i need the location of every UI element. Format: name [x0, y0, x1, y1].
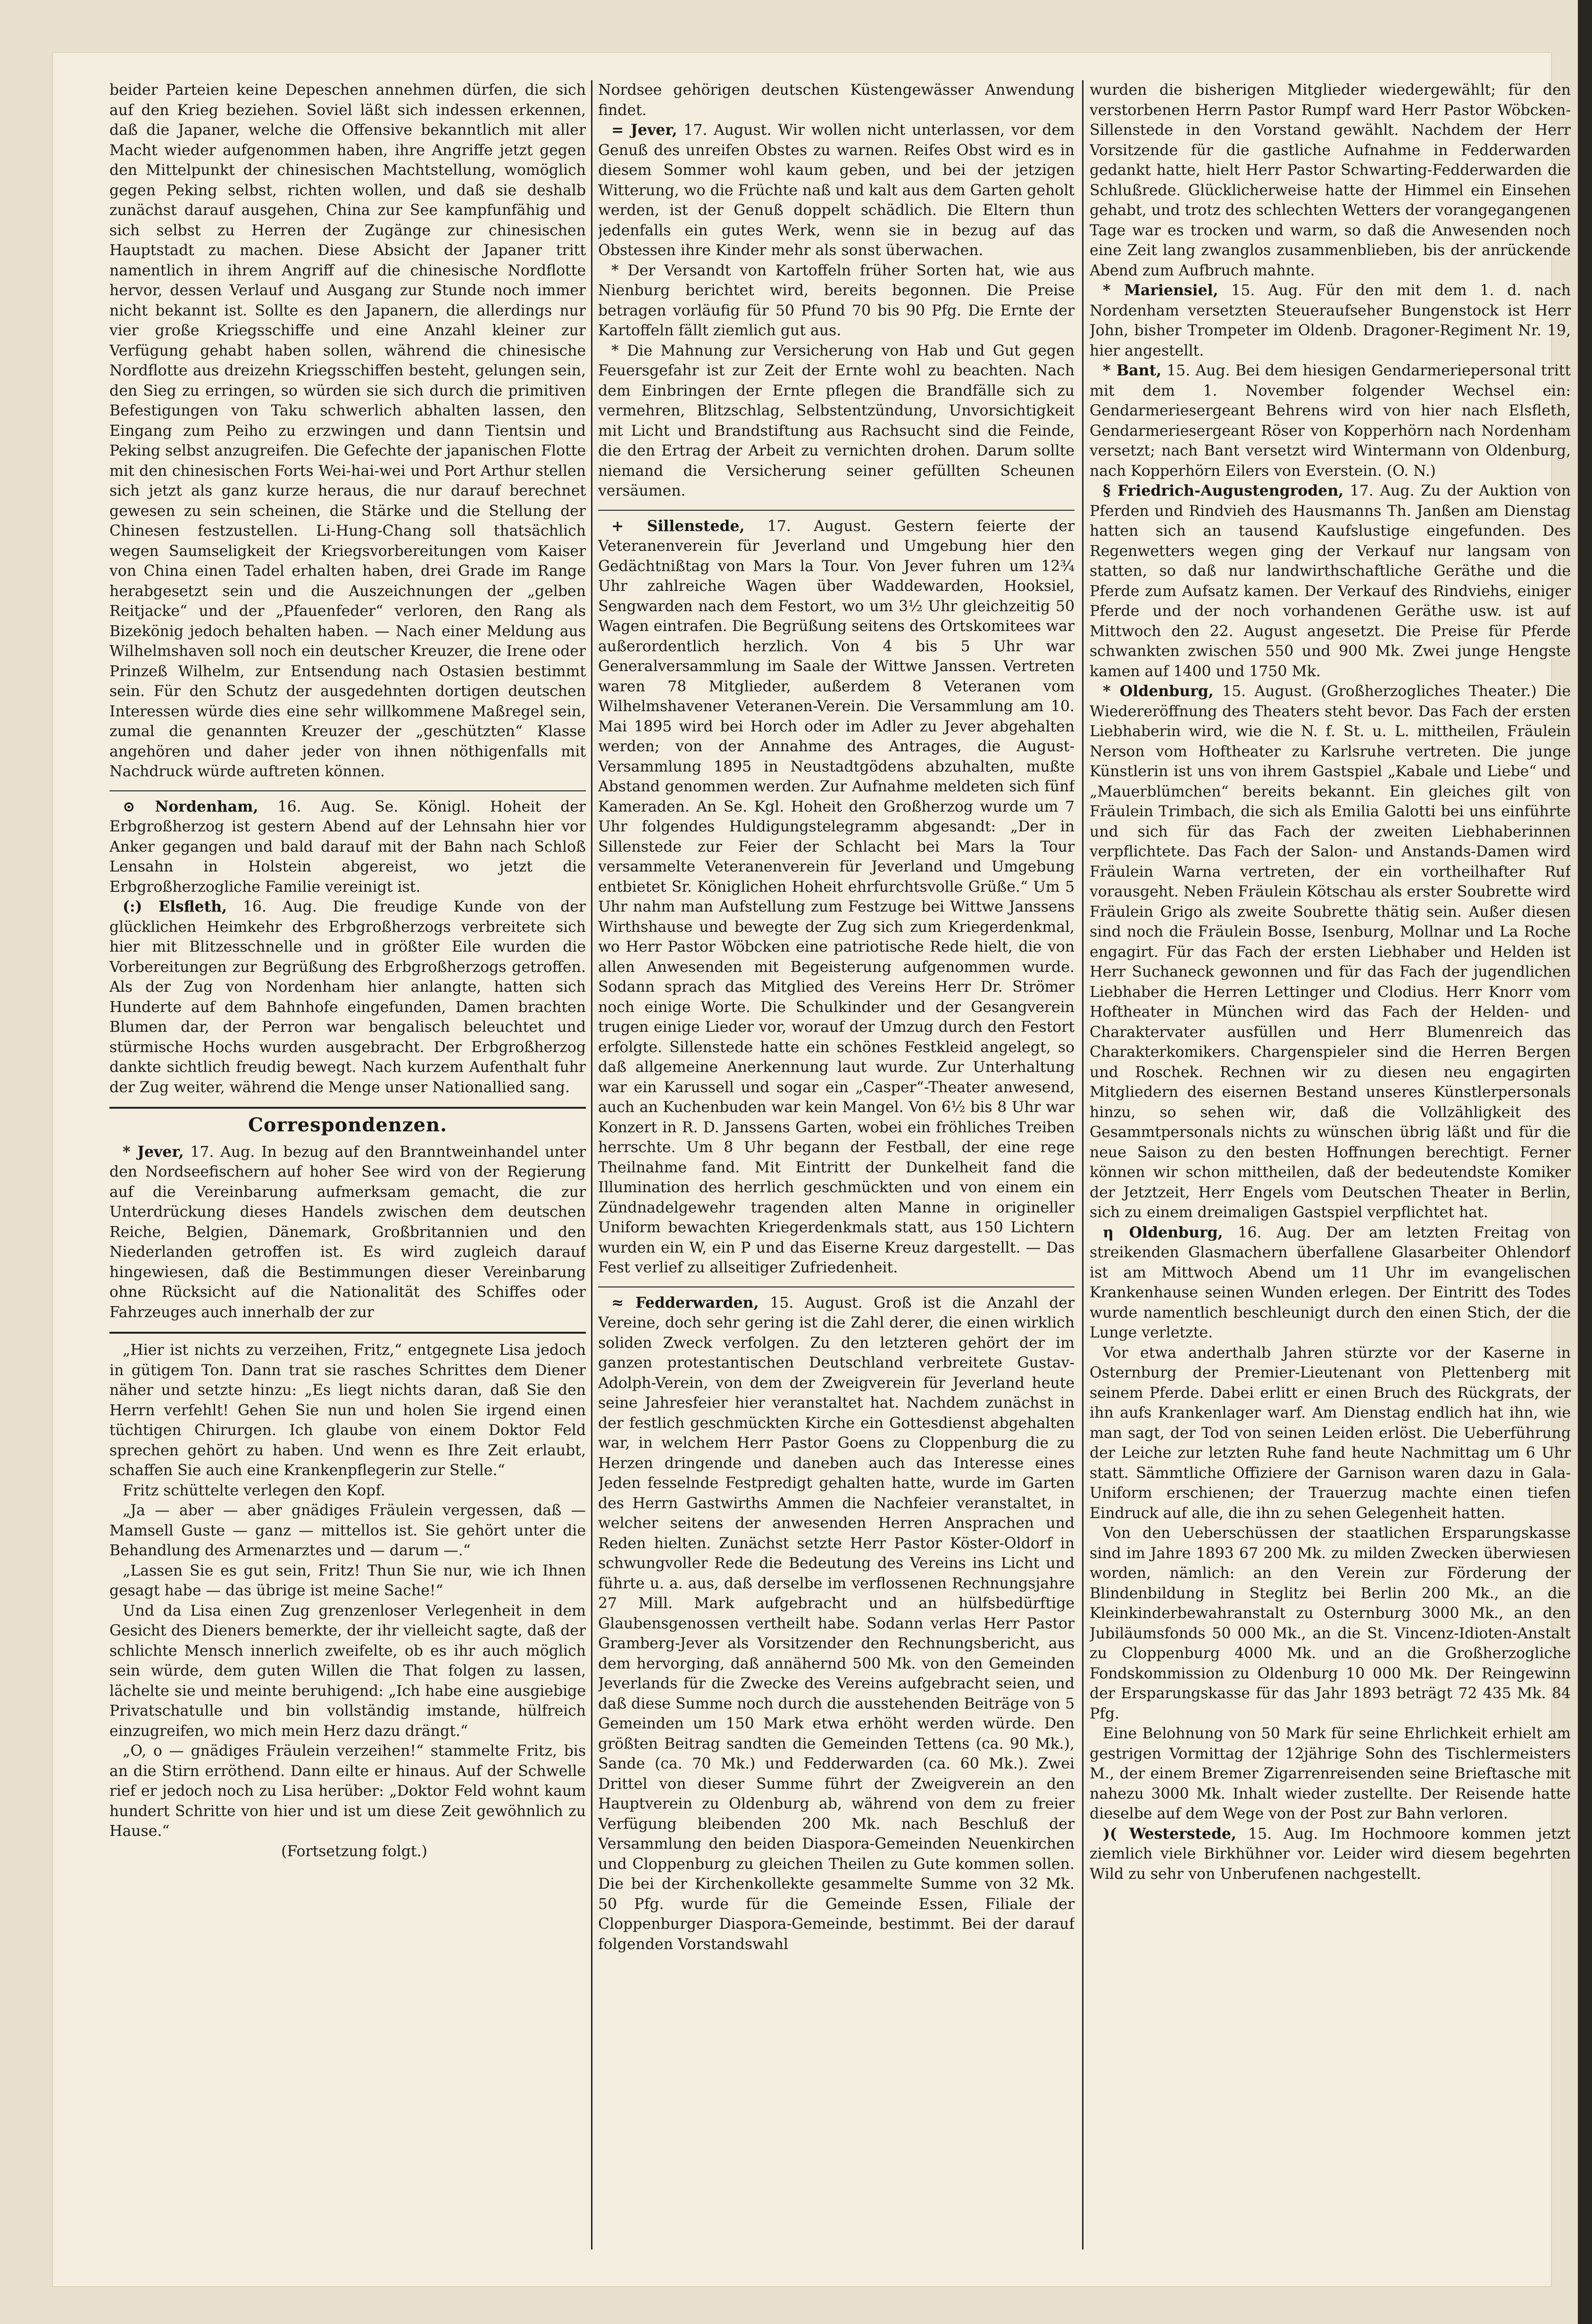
column-1	[109, 80, 586, 2259]
news-mariensiel: * Mariensiel, 15. Aug. Für den mit dem 1. d. nach Nordenham versetzten Steueraufseher Bungenstock ist Herr John, bisher Trompeter im Oldenb. Dragoner-Regiment Nr. 19, hier angestellt.	[1090, 282, 1571, 359]
feuilleton-paragraph: „Ja — aber — aber gnädiges Fräulein vergessen, daß — Mamsell Guste — ganz — mittellos ist. Sie gehört unter die Behandlung des Armenarztes und — darum —.“	[109, 1502, 586, 1559]
news-fedderwarden-continued: wurden die bisherigen Mitglieder wiedergewählt; für den verstorbenen Herrn Pastor Rumpf ward Herr Pastor Wöbcken-Sillenstede in den Vorstand gewählt. Nachdem der Herr Vorsitzende für die gastliche Aufnahme in Fedderwarden gedankt hatte, hielt Herr Pastor Schwarting-Fedderwarden die Schlußrede. Glücklicherweise hatte der Himmel ein Einsehen gehabt, und trotz des schlechten Wetters der vorangegangenen Tage war es trocken und warm, so daß die Anwesenden noch eine Zeit lang zwanglos zusammenblieben, bis der anrückende Abend zum Aufbruch mahnte.	[1090, 82, 1571, 279]
news-kartoffeln: * Der Versandt von Kartoffeln früher Sorten hat, wie aus Nienburg berichtet wird, bereits begonnen. Die Preise betragen vorläufig für 50 Pfund 70 bis 90 Pfg. Die Ernte der Kartoffeln fällt ziemlich gut aus.	[598, 262, 1075, 339]
news-bant: * Bant, 15. Aug. Bei dem hiesigen Gendarmeriepersonal tritt mit dem 1. November folgender Wechsel ein: Gendarmeriesergeant Behrens wird von hier nach Elsfleth, Gendarmeriesergeant Röser von Kopperhörn nach Nordenham versetzt; nach Bant versetzt wird Wintermann von Oldenburg, nach Kopperhörn Eilers von Everstein. (O. N.)	[1090, 362, 1571, 480]
news-versicherung: * Die Mahnung zur Versicherung von Hab und Gut gegen Feuersgefahr ist zur Zeit der Ernte wohl zu beachten. Nach dem Einbringen der Ernte pflegen die Brandfälle sich zu vermehren, Blitzschlag, Selbstentzündung, Unvorsichtigkeit mit Licht und Brandstiftung aus Rachsucht sind die Feinde, die den Ertrag der Arbeit zu vernichten drohen. Darum sollte niemand die Versicherung seiner gefüllten Scheunen versäumen.	[598, 342, 1075, 499]
dateline: * Bant,	[1103, 362, 1162, 379]
news-jever-continued: Nordsee gehörigen deutschen Küstengewässer Anwendung findet.	[598, 82, 1075, 119]
dateline: = Jever,	[611, 121, 677, 139]
column-rule	[1082, 80, 1084, 2249]
dateline: * Oldenburg,	[1103, 682, 1214, 700]
dateline: ⊙ Nordenham,	[123, 797, 258, 815]
news-oldenburg-belohnung: Eine Belohnung von 50 Mark für seine Ehrlichkeit erhielt am gestrigen Vormittag der 12jährige Sohn des Tischlermeisters M., der einem Bremer Zigarrenreisenden seine Brieftasche mit nahezu 3000 Mk. Inhalt wieder zustellte. Der Reisende hatte dieselbe auf dem Wege von der Post zur Bahn verloren.	[1090, 1725, 1571, 1822]
section-title: Correspondenzen.	[248, 1114, 448, 1136]
dateline: * Jever,	[123, 1143, 184, 1161]
column-2	[598, 80, 1075, 2259]
dateline: § Friedrich-Augustengroden,	[1103, 482, 1344, 499]
dateline: )( Westerstede,	[1103, 1825, 1236, 1843]
divider	[109, 790, 586, 791]
feuilleton-paragraph: Und da Lisa einen Zug grenzenloser Verlegenheit in dem Gesicht des Dieners bemerkte, der ihr vielleicht sagte, daß der schlichte Mensch innerlich zweifelte, ob es ihr auch möglich sein würde, dem guten Willen die That folgen zu lassen, lächelte sie und meinte beruhigend: „Ich habe eine ausgiebige Privatschatulle und bin vollständig imstande, hülfreich einzugreifen, wo mich mein Herz dazu drängt.“	[109, 1602, 586, 1740]
column-rule	[591, 80, 592, 2249]
feuilleton-divider	[109, 1332, 586, 1334]
news-fedderwarden: ≈ Fedderwarden, 15. August. Groß ist die Anzahl der Vereine, doch sehr gering ist die Zahl derer, die einen wirklich soliden Zweck verfolgen. Zu den letzteren gehört der im ganzen protestantischen Deutschland verbreitete Gustav-Adolph-Verein, von dem der Zweigverein für Jeverland heute seine Jahresfeier hier veranstaltet hat. Nachdem zunächst in der festlich geschmückten Kirche ein Gottesdienst abgehalten war, in welchem Herr Pastor Goens zu Cloppenburg die zu Herzen dringende und daneben auch das Interesse eines Jeden fesselnde Festpredigt gehalten hatte, wurde im Garten des Herrn Gastwirths Ammen die Nachfeier veranstaltet, in welcher seitens der anwesenden Herren Ansprachen und Reden hielten. Zunächst setzte Herr Pastor Köster-Oldorf in schwungvoller Rede die Bedeutung des Vereins ins Licht und führte u. a. aus, daß derselbe im verflossenen Rechnungsjahre 27 Mill. Mark aufgebracht und an hülfsbedürftige Glaubensgenossen vertheilt habe. Sodann verlas Herr Pastor Gramberg-Jever als Vorsitzender den Rechnungsbericht, aus dem hervorging, daß annähernd 500 Mk. von den Gemeinden Jeverlands für die Zwecke des Vereins aufgebracht seien, und daß diese Summe noch durch die ausstehenden Beiträge von 5 Gemeinden um 150 Mark etwa erhöht werden würde. Den größten Beitrag sandten die Gemeinden Tettens (ca. 90 Mk.), Sande (ca. 70 Mk.) und Fedderwarden (ca. 60 Mk.). Zwei Drittel von dieser Summe führt der Zweigverein an den Hauptverein zu Oldenburg ab, während von dem zu freier Verfügung bleibenden 200 Mk. nach Beschluß der Versammlung den beiden Diaspora-Gemeinden Neuenkirchen und Cloppenburg zu gleichen Theilen zu Gute kommen sollen. Die bei der Kirchenkollekte gesammelte Summe von 32 Mk. 50 Pfg. wurde für die Gemeinde Essen, Filiale der Cloppenburger Diaspora-Gemeinde, bestimmt. Bei der darauf folgenden Vorstandswahl	[598, 1294, 1075, 1953]
news-elsfleth: (:) Elsfleth, 16. Aug. Die freudige Kunde von der glücklichen Heimkehr des Erbgroßherzogs verbreitete sich hier mit Blitzesschnelle und in größter Eile wurden die Vorbereitungen zur Begrüßung des Erbgroßherzogs getroffen. Als der Zug von Nordenham hier anlangte, hatten sich Hunderte auf dem Bahnhofe eingefunden, Damen brachten Blumen dar, der Perron war bengalisch beleuchtet und stürmische Hochs wurden ausgebracht. Der Erbgroßherzog dankte sichtlich freudig bewegt. Nach kurzem Aufenthalt fuhr der Zug weiter, während die Menge unser Nationallied sang.	[109, 898, 586, 1096]
divider	[598, 510, 1075, 511]
dateline: ≈ Fedderwarden,	[611, 1294, 759, 1311]
news-jever: * Jever, 17. Aug. In bezug auf den Branntweinhandel unter den Nordseefischern auf hoher See wird von der Regierung auf die Vereinbarung aufmerksam gemacht, die zur Unterdrückung dieses Handels zwischen dem deutschen Reiche, Belgien, Dänemark, Großbritannien und den Niederlanden getroffen ist. Es wird zugleich darauf hingewiesen, daß die Bestimmungen dieser Vereinbarung ohne Rücksicht auf die Nationalität des Schiffes oder Fahrzeuges auch innerhalb der zur	[109, 1143, 586, 1321]
dateline: (:) Elsfleth,	[123, 898, 227, 915]
news-nordenham: ⊙ Nordenham, 16. Aug. Se. Königl. Hoheit der Erbgroßherzog ist gestern Abend auf der Lehnsahn hier vor Anker gegangen und bald darauf mit der Bahn nach Schloß Lensahn in Holstein abgereist, wo jetzt die Erbgroßherzogliche Familie vereinigt ist.	[109, 797, 586, 896]
continued-note: (Fortsetzung folgt.)	[281, 1843, 427, 1860]
news-oldenburg-glasarbeiter: η Oldenburg, 16. Aug. Der am letzten Freitag von streikenden Glasmachern überfallene Glasarbeiter Ohlendorf ist am Mittwoch Abend um 11 Uhr im evangelischen Krankenhause seinen Wunden erlegen. Der Eintritt des Todes wurde namentlich beschleunigt durch den einen Stich, der die Lunge verletzte.	[1090, 1223, 1571, 1341]
article-war-report: beider Parteien keine Depeschen annehmen dürfen, die sich auf den Krieg beziehen. Soviel läßt sich indessen erkennen, daß die Japaner, welche die Offensive bekanntlich mit aller Macht wieder aufgenommen haben, ihre Angriffe jetzt gegen den Mittelpunkt der chinesischen Machtstellung, womöglich gegen Peking selbst, richten wollen, und daß sie deshalb zunächst darauf ausgehen, China zur See kampfunfähig und sich selbst zu Herren der Zugänge zur chinesischen Hauptstadt zu machen. Diese Absicht der Japaner tritt namentlich in ihrem Angriff auf die chinesische Nordflotte hervor, dessen Verlauf und Ausgang zur Stunde noch immer nicht bekannt ist. Sollte es den Japanern, die allerdings nur vier große Kriegsschiffe und eine Anzahl kleiner zur Verfügung gehabt haben sollen, während die chinesische Nordflotte aus dreizehn Kriegsschiffen besteht, gelungen sein, den Sieg zu erringen, so würden sie sich durch die primitiven Befestigungen von Taku schwerlich abhalten lassen, den Eingang zum Peiho zu erzwingen und dann Tientsin und Peking selbst anzugreifen. Die Gefechte der japanischen Flotte mit den chinesischen Forts Wei-hai-wei und Port Arthur stellen sich jetzt als ganz kurze heraus, die nur darauf berechnet gewesen zu sein scheinen, die Stärke und die Stellung der Chinesen festzustellen. Li-Hung-Chang soll thatsächlich wegen Saumseligkeit der Kriegsvorbereitungen vom Kaiser von China einen Tadel erhalten haben, drei Grade im Range herabgesetzt sein und die Auszeichnungen der „gelben Reitjacke“ und der „Pfauenfeder“ verloren, den Rang als Bizekönig jedoch behalten haben. — Nach einer Meldung aus Wilhelmshaven soll noch ein deutscher Kreuzer, die Irene oder Prinzeß Wilhelm, zur Entsendung nach Ostasien bestimmt sein. Für den Schutz der ausgedehnten dortigen deutschen Interessen würde dies eine sehr willkommene Maßregel sein, zumal die genannten Kreuzer der „geschützten“ Klasse angehören und daher jeder von ihnen nöthigenfalls mit Nachdruck würde auftreten können.	[109, 82, 586, 780]
divider	[109, 1107, 586, 1109]
divider	[598, 1286, 1075, 1287]
news-jever-obst: = Jever, 17. August. Wir wollen nicht unterlassen, vor dem Genuß des unreifen Obstes zu warnen. Reifes Obst wird es in diesem Sommer wohl kaum geben, und bei der jetzigen Witterung, wo die Früchte naß und kalt aus dem Garten geholt werden, ist der Genuß doppelt schädlich. Die Eltern thun jedenfalls ein gutes Werk, wenn sie in bezug auf das Obstessen ihre Kinder mehr als sonst überwachen.	[598, 121, 1075, 259]
feuilleton-paragraph: Fritz schüttelte verlegen den Kopf.	[123, 1482, 385, 1499]
column-3	[1090, 80, 1571, 2259]
scan-edge	[1578, 0, 1592, 2324]
news-oldenburg-plettenberg: Vor etwa anderthalb Jahren stürzte vor der Kaserne in Osternburg der Premier-Lieutenant von Plettenberg mit seinem Pferde. Dabei erlitt er einen Bruch des Rückgrats, der ihn aufs Krankenlager warf. Am Dienstag endlich hat ihn, wie man sagt, der Tod von seinen Leiden erlöst. Die Ueberführung der Leiche zur letzten Ruhe fand heute Nachmittag um 6 Uhr statt. Sämmtliche Offiziere der Garnison waren dazu in Gala-Uniform erschienen; der Trauerzug machte einen tiefen Eindruck auf alle, die ihn zu sehen Gelegenheit hatten.	[1090, 1344, 1571, 1522]
newspaper-page	[52, 52, 1571, 2287]
feuilleton-paragraph: „Lassen Sie es gut sein, Fritz! Thun Sie nur, wie ich Ihnen gesagt habe — das übrige ist meine Sache!“	[109, 1562, 586, 1599]
dateline: * Mariensiel,	[1103, 282, 1218, 299]
dateline: + Sillenstede,	[611, 517, 745, 535]
feuilleton-paragraph: „O, o — gnädiges Fräulein verzeihen!“ stammelte Fritz, bis an die Stirn erröthend. Dann eilte er hinaus. Auf der Schwelle rief er jedoch noch zu Lisa herüber: „Doktor Feld wohnt kaum hundert Schritte von hier und ist um diese Zeit gewöhnlich zu Hause.“	[109, 1743, 586, 1840]
feuilleton-paragraph: „Hier ist nichts zu verzeihen, Fritz,“ entgegnete Lisa jedoch in gütigem Ton. Dann trat sie rasches Schrittes dem Diener näher und setzte hinzu: „Es liegt nichts daran, daß Sie den Herrn verfehlt! Gehen Sie nun und holen Sie irgend einen tüchtigen Chirurgen. Ich glaube von einem Doktor Feld sprechen gehört zu haben. Und wenn es Ihre Zeit erlaubt, schaffen Sie auch eine Krankenpflegerin zur Stelle.“	[109, 1342, 586, 1479]
news-friedrich-augustengroden: § Friedrich-Augustengroden, 17. Aug. Zu der Auktion von Pferden und Rindvieh des Hausmanns Th. Janßen am Dienstag hatten sich an tausend Kaufslustige eingefunden. Des Regenwetters wegen ging der Verkauf nur langsam von statten, so daß nur landwirthschaftliche Geräthe und die Pferde zum Aufsatz kamen. Der Verkauf des Rindviehs, einiger Pferde und der noch vorhandenen Geräthe usw. ist auf Mittwoch den 22. August angesetzt. Die Preise für Pferde schwankten zwischen 550 und 900 Mk. Zwei junge Hengste kamen auf 1400 und 1750 Mk.	[1090, 482, 1571, 680]
dateline: η Oldenburg,	[1103, 1223, 1223, 1241]
news-sillenstede: + Sillenstede, 17. August. Gestern feierte der Veteranenverein für Jeverland und Umgebung hier den Gedächtnißtag von Mars la Tour. Von Jever fuhren um 12¾ Uhr zahlreiche Wagen über Waddewarden, Hooksiel, Sengwarden nach dem Festort, wo um 3½ Uhr gleichzeitig 50 Wagen eintrafen. Die Begrüßung seitens des Ortskomitees war außerordentlich herzlich. Von 4 bis 5 Uhr war Generalversammlung im Saale der Wittwe Janssen. Vertreten waren 78 Mitglieder, außerdem 8 Veteranen vom Wilhelmshavener Veteranen-Verein. Die Versammlung am 10. Mai 1895 wird bei Horch oder im Adler zu Jever abgehalten werden; von der Annahme des Antrages, die August-Versammlung 1895 in Neustadtgödens abzuhalten, mußte Abstand genommen werden. Zur Aufnahme meldeten sich fünf Kameraden. An Se. Kgl. Hoheit den Großherzog wurde um 7 Uhr folgendes Huldigungstelegramm abgesandt: „Der in Sillenstede zur Feier der Schlacht bei Mars la Tour versammelte Veteranenverein für Jeverland und Umgebung entbietet Sr. Königlichen Hoheit ehrfurchtsvolle Grüße.“ Um 5 Uhr nahm man Aufstellung zum Festzuge bei Wittwe Janssens Wirthshause und bewegte der Zug sich zum Kriegerdenkmal, wo Herr Pastor Wöbcken eine patriotische Rede hielt, die von allen Anwesenden mit Begeisterung aufgenommen wurde. Sodann sprach das Mitglied des Vereins Herr Dr. Strömer noch einige Worte. Die Schulkinder und der Gesangverein trugen einige Lieder vor, worauf der Umzug durch den Festort erfolgte. Sillenstede hatte ein schönes Festkleid angelegt, so daß allgemeine Anerkennung laut wurde. Zur Unterhaltung war ein Karussell und sogar ein „Casper“-Theater anwesend, auch an Kuchenbuden war kein Mangel. Von 6½ bis 8 Uhr war Konzert in R. D. Janssens Garten, wobei ein fröhliches Treiben herrschte. Um 8 Uhr begann der Festball, der eine rege Theilnahme fand. Mit Eintritt der Dunkelheit fand die Illumination des herrlich geschmückten und von einem ein Zündnadelgewehr tragenden alten Manne in origineller Uniform bewachten Kriegerdenkmals statt, aus 150 Lichtern wurden ein W, ein P und das Eiserne Kreuz dargestellt. — Das Fest verlief zu allseitiger Zufriedenheit.	[598, 517, 1075, 1276]
news-westerstede: )( Westerstede, 15. Aug. Im Hochmoore kommen jetzt ziemlich viele Birkhühner vor. Leider wird diesem begehrten Wild zu sehr von Unberufenen nachgestellt.	[1090, 1825, 1571, 1883]
news-oldenburg-sparkasse: Von den Ueberschüssen der staatlichen Ersparungskasse sind im Jahre 1893 67 200 Mk. zu milden Zwecken überwiesen worden, nämlich: an den Verein zur Förderung der Blindenbildung in Steglitz bei Berlin 200 Mk., an die Kleinkinderbewahranstalt zu Osternburg 3000 Mk., an den Jubiläumsfonds 50 000 Mk., an die St. Vincenz-Idioten-Anstalt zu Cloppenburg 4000 Mk. und an die Großherzogliche Fondskommission zu Oldenburg 10 000 Mk. Der Reingewinn der Ersparungskasse für das Jahr 1893 beträgt 72 435 Mk. 84 Pfg.	[1090, 1525, 1571, 1722]
news-oldenburg-theater: * Oldenburg, 15. August. (Großherzogliches Theater.) Die Wiedereröffnung des Theaters steht bevor. Das Fach der ersten Liebhaberin wird, wie die N. f. St. u. L. mittheilen, Fräulein Nerson vom Hoftheater zu Karlsruhe vertreten. Die junge Künstlerin ist uns von ihrem Gastspiel „Kabale und Liebe“ und „Mauerblümchen“ bereits bekannt. Ein gleiches gilt von Fräulein Trimbach, die sich als Emilia Galotti bei uns einführte und sich für das Fach der zweiten Liebhaberinnen verpflichtete. Das Fach der Salon- und Anstands-Damen wird Fräulein Warna vertreten, der ein vortheilhafter Ruf vorausgeht. Neben Fräulein Kötschau als erster Soubrette wird Fräulein Grigo als zweite Soubrette thätig sein. Außer diesen sind noch die Fräulein Bosse, Isenburg, Mollnar und La Roche engagirt. Für das Fach der ersten Liebhaber und Helden ist Herr Suchaneck gewonnen und für das Fach der jugendlichen Liebhaber die Herren Lettinger und Clodius. Herr Knorr vom Hoftheater in München wird das Fach der Helden- und Charaktervater ausfüllen und Herr Blumenreich das Charakterkomikers. Chargenspieler sind die Herren Bergen und Roschek. Rechnen wir zu diesen neu engagirten Mitgliedern des eisernen Bestand unseres Künstlerpersonals hinzu, so sehen wir, daß die Vollzähligkeit des Gesammtpersonals nichts zu wünschen übrig läßt und für die neue Saison zu den besten Hoffnungen berechtigt. Ferner können wir schon mittheilen, daß der bedeutendste Komiker der Jetztzeit, Herr Engels vom Deutschen Theater in Berlin, sich zu einem dreimaligen Gastspiel verpflichtet hat.	[1090, 682, 1571, 1221]
